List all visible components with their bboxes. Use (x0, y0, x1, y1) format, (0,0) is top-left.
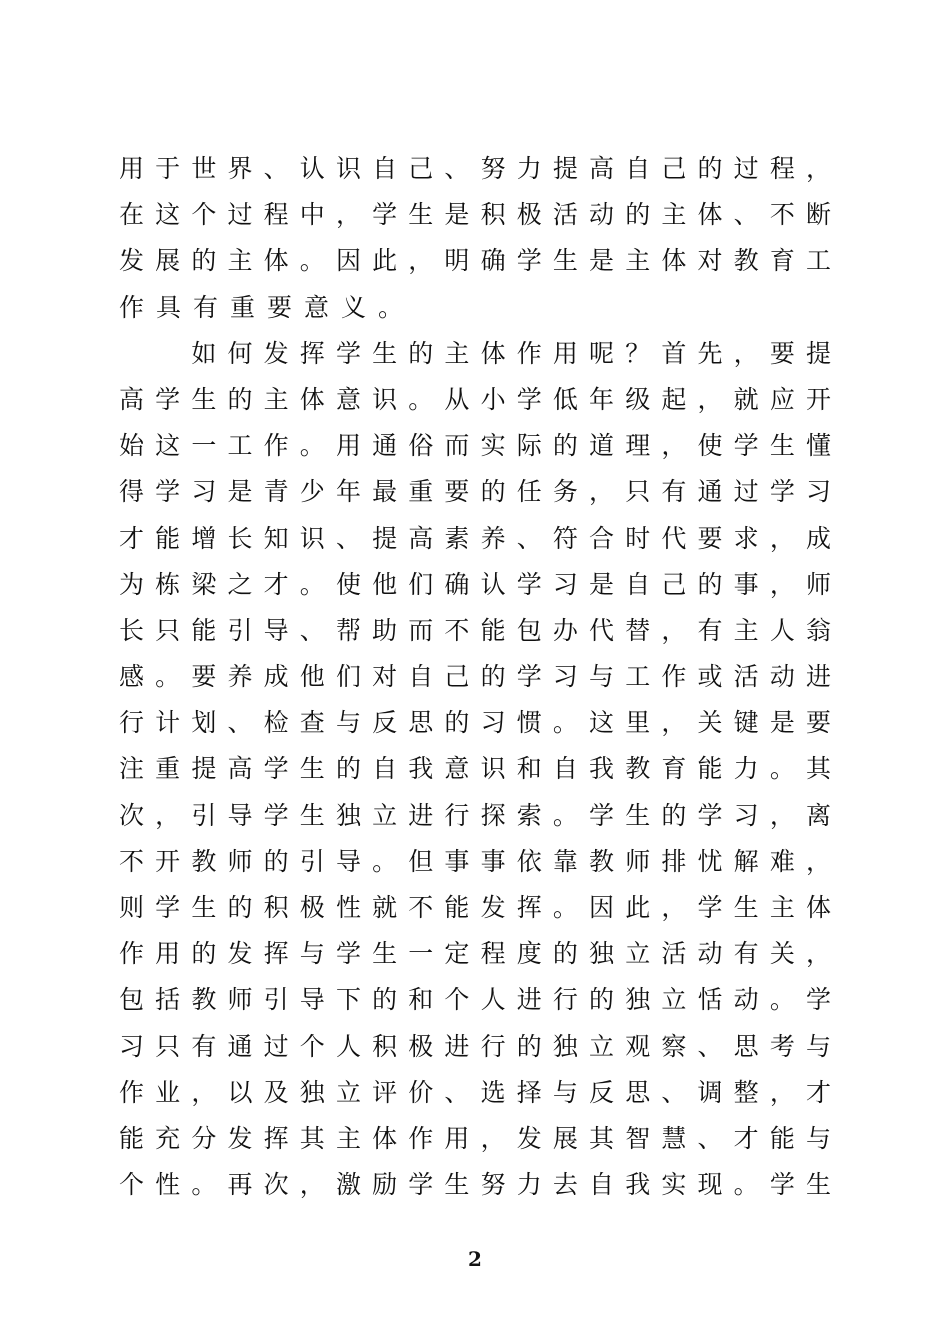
text-line: 个性。再次，激励学生努力去自我实现。学生 (119, 1170, 831, 1200)
text-line: 感。要养成他们对自己的学习与工作或活动进 (119, 662, 831, 692)
page-number: 2 (468, 1247, 482, 1271)
text-line: 发展的主体。因此，明确学生是主体对教育工 (119, 246, 831, 276)
text-line: 高学生的主体意识。从小学低年级起，就应开 (119, 384, 831, 414)
text-line: 能充分发挥其主体作用，发展其智慧、才能与 (119, 1123, 831, 1153)
text-line: 用于世界、认识自己、努力提高自己的过程， (119, 154, 831, 183)
text-line: 作用的发挥与学生一定程度的独立活动有关， (119, 939, 831, 969)
text-line: 得学习是青少年最重要的任务，只有通过学习 (119, 477, 831, 507)
text-line: 则学生的积极性就不能发挥。因此，学生主体 (119, 893, 831, 922)
text-line: 行计划、检查与反思的习惯。这里，关键是要 (119, 708, 831, 738)
text-line: 才能增长知识、提高素养、符合时代要求，成 (119, 523, 831, 553)
text-line: 在这个过程中，学生是积极活动的主体、不断 (119, 200, 831, 230)
text-line: 注重提高学生的自我意识和自我教育能力。其 (119, 754, 831, 784)
text-line: 作业，以及独立评价、选择与反思、调整，才 (119, 1077, 831, 1107)
text-line: 为栋梁之才。使他们确认学习是自己的事，师 (119, 569, 831, 599)
text-line: 包括教师引导下的和个人进行的独立恬动。学 (119, 985, 831, 1015)
text-line: 长只能引导、帮助而不能包办代替，有主人翁 (119, 615, 831, 645)
body-text (119, 146, 831, 1208)
text-line: 如何发挥学生的主体作用呢？首先，要提 (119, 338, 831, 368)
text-line: 不开教师的引导。但事事依靠教师排忧解难， (119, 846, 831, 876)
text-line: 始这一工作。用通俗而实际的道理，使学生懂 (119, 431, 831, 461)
text-line: 习只有通过个人积极进行的独立观察、思考与 (119, 1031, 831, 1061)
text-line: 作具有重要意义。 (119, 292, 416, 322)
text-line: 次，引导学生独立进行探索。学生的学习，离 (119, 800, 831, 830)
